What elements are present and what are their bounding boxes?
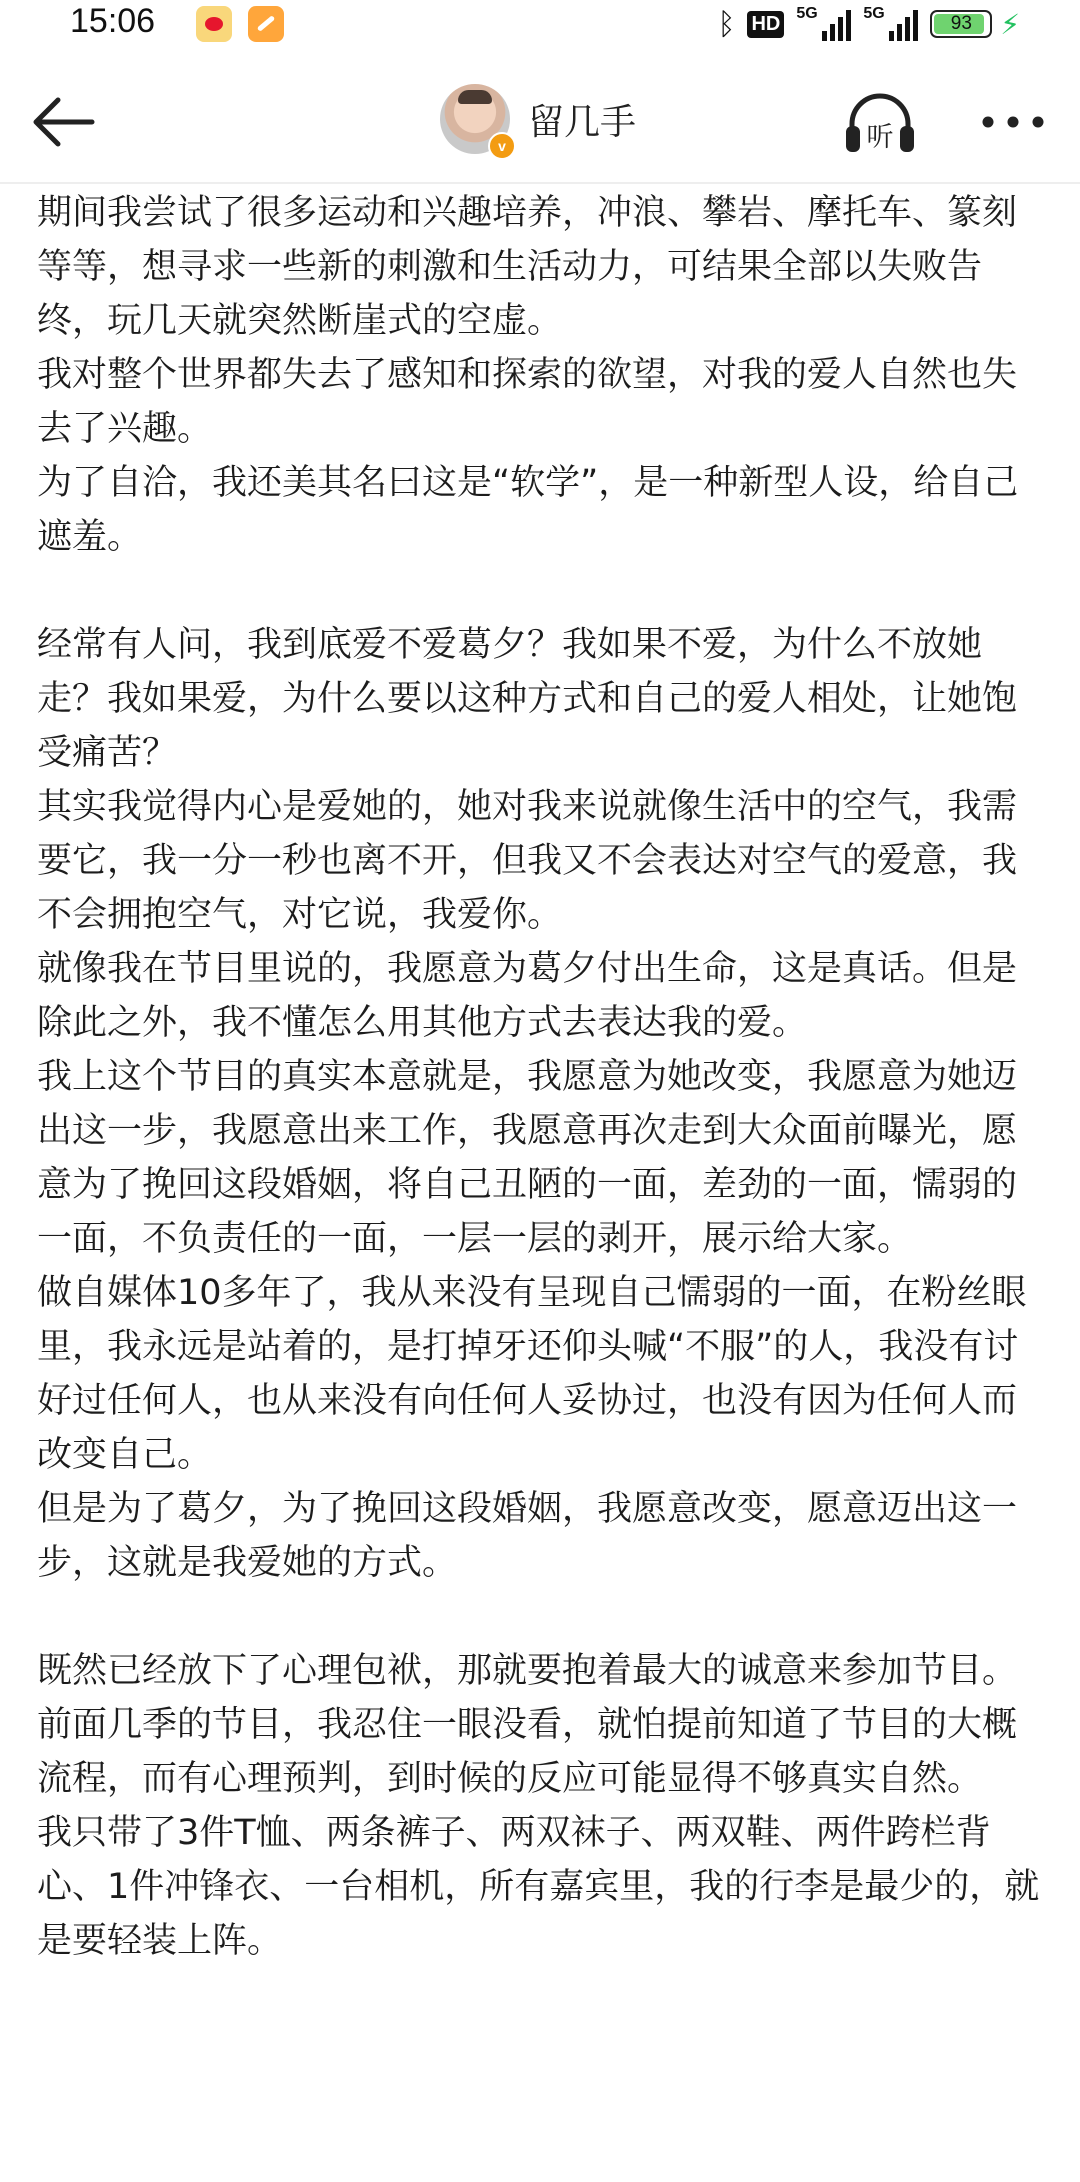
article-paragraph: 做自媒体10多年了，我从来没有呈现自己懦弱的一面，在粉丝眼里，我永远是站着的，是打掉牙还仰头喊“不服”的人，我没有讨好过任何人，也从来没有向任何人妥协过，也没有因为任何人而改变自己。 <box>37 1273 1027 1475</box>
article-paragraph: 但是为了葛夕，为了挽回这段婚姻，我愿意改变，愿意迈出这一步，这就是我爱她的方式。 <box>37 1489 1018 1583</box>
hd-icon: HD <box>747 11 784 38</box>
charging-icon: ⚡ <box>1000 7 1020 41</box>
article-paragraph: 我只带了3件T恤、两条裤子、两双袜子、两双鞋、两件跨栏背心、1件冲锋衣、一台相机，所有嘉宾里，我的行李是最少的，就是要轻装上阵。 <box>37 1813 1040 1961</box>
paragraph-gap <box>37 1590 1047 1644</box>
article-paragraph: 就像我在节目里说的，我愿意为葛夕付出生命，这是真话。但是除此之外，我不懂怎么用其他方式去表达我的爱。 <box>37 949 1018 1043</box>
status-bar <box>0 0 1080 52</box>
signal-5g-icon <box>863 7 918 41</box>
listen-button[interactable] <box>842 88 918 158</box>
battery-icon <box>930 10 992 38</box>
article-paragraph: 前面几季的节目，我忍住一眼没看，就怕提前知道了节目的大概流程，而有心理预判，到时候的反应可能显得不够真实自然。 <box>37 1705 1018 1799</box>
listen-headphones-icon <box>842 88 918 158</box>
system-icons <box>717 4 1020 44</box>
article-paragraph: 为了自洽，我还美其名曰这是“软学”，是一种新型人设，给自己遮羞。 <box>37 463 1019 557</box>
article-paragraph: 经常有人问，我到底爱不爱葛夕？我如果不爱，为什么不放她走？我如果爱，为什么要以这种方式和自己的爱人相处，让她饱受痛苦？ <box>37 625 1018 773</box>
article-paragraph: 既然已经放下了心理包袱，那就要抱着最大的诚意来参加节目。 <box>37 1651 1018 1691</box>
more-button[interactable] <box>978 102 1048 142</box>
article-paragraph: 其实我觉得内心是爱她的，她对我来说就像生活中的空气，我需要它，我一分一秒也离不开，但我又不会表达对空气的爱意，我不会拥抱空气，对它说，我爱你。 <box>37 787 1018 935</box>
nav-header <box>0 52 1080 184</box>
article-paragraph: 我对整个世界都失去了感知和探索的欲望，对我的爱人自然也失去了兴趣。 <box>37 355 1018 449</box>
weibo-icon <box>196 6 232 42</box>
signal-5g-icon <box>796 7 851 41</box>
status-time: 15:06 <box>70 2 156 40</box>
battery-percent: 93 <box>950 13 972 34</box>
article-paragraph: 我上这个节目的真实本意就是，我愿意为她改变，我愿意为她迈出这一步，我愿意出来工作，我愿意再次走到大众面前曝光，愿意为了挽回这段婚姻，将自己丑陋的一面，差劲的一面，懦弱的一面，不负责任的一面，一层一层的剥开，展示给大家。 <box>37 1057 1018 1259</box>
verified-badge: v <box>488 132 516 160</box>
back-arrow-icon <box>28 92 98 152</box>
back-button[interactable] <box>28 92 98 152</box>
more-dots-icon <box>978 102 1048 142</box>
listen-label: 听 <box>866 122 894 153</box>
author-name[interactable]: 留几手 <box>528 102 637 143</box>
signal-tag: 5G <box>796 5 818 22</box>
signal-tag: 5G <box>863 5 885 22</box>
app-icon <box>248 6 284 42</box>
article-paragraph: 期间我尝试了很多运动和兴趣培养，冲浪、攀岩、摩托车、篆刻等等，想寻求一些新的刺激和生活动力，可结果全部以失败告终，玩几天就突然断崖式的空虚。 <box>37 193 1018 341</box>
bluetooth-icon: ᛒ <box>717 6 736 42</box>
paragraph-gap <box>37 564 1047 618</box>
avatar[interactable] <box>440 84 510 154</box>
article-body <box>37 186 1047 1968</box>
